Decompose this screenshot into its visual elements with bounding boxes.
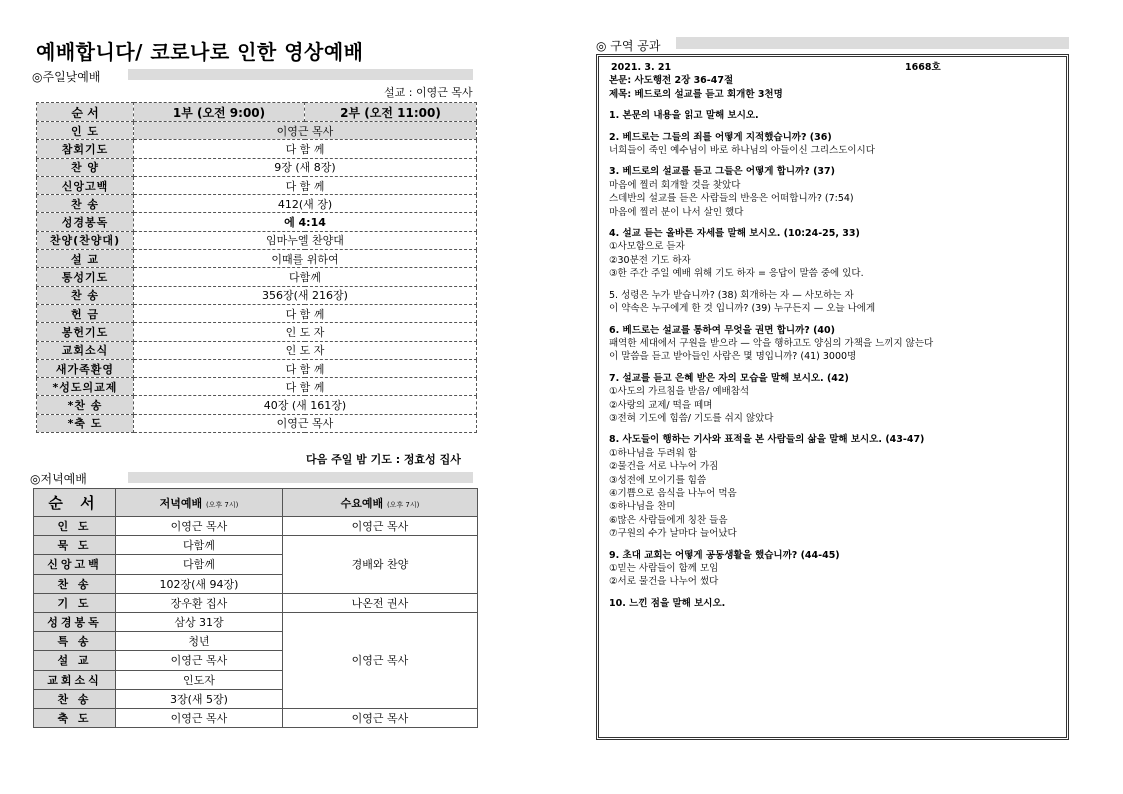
order-label: 설 교: [37, 250, 134, 268]
order-value: 다 함 께: [134, 176, 477, 194]
order-label: 설 교: [34, 651, 116, 670]
lesson-question: 7. 설교를 듣고 은혜 받은 자의 모습을 말해 보시오. (42): [609, 372, 849, 384]
evening-value: 인도자: [116, 670, 283, 689]
order-label: 찬양(찬양대): [37, 231, 134, 249]
page-title: 예배합니다/ 코로나로 인한 영상예배: [36, 40, 364, 64]
lesson-answer: 마음에 찔러 분이 나서 살인 했다: [609, 206, 744, 218]
lesson-date: 2021. 3. 21: [611, 62, 672, 73]
header-evening-label: 저녁예배: [159, 496, 203, 510]
lesson-answer: 패역한 세대에서 구원을 받으라 — 악을 행하고도 양심의 가책을 느끼지 않는다: [609, 337, 934, 349]
spacer: [609, 589, 1056, 597]
header-order: 순 서: [37, 103, 134, 122]
table-row: [37, 250, 477, 268]
lesson-content: [609, 109, 1056, 610]
table-row: [34, 708, 478, 727]
header-evening: [116, 489, 283, 517]
table-row: [37, 122, 477, 140]
table-row: [34, 536, 478, 555]
lesson-answer: ⑥많은 사람들에게 칭찬 들음: [609, 514, 728, 526]
order-label: 성경봉독: [34, 612, 116, 631]
table-row: [34, 612, 478, 631]
order-label: 찬 송: [37, 195, 134, 213]
header-evening-time: (오후 7시): [205, 500, 239, 509]
evening-value: 이영근 목사: [116, 708, 283, 727]
lesson-answer: ①하나님을 두려워 함: [609, 447, 697, 459]
lesson-answer: 이 말씀을 듣고 받아들인 사람은 몇 명입니까? (41) 3000명: [609, 351, 857, 363]
order-value: 이영근 목사: [134, 414, 477, 432]
wed-worship: 경배와 찬양: [283, 536, 478, 594]
spacer: [609, 364, 1056, 372]
header-wednesday-label: 수요예배: [340, 496, 384, 510]
order-label: 신앙고백: [34, 555, 116, 574]
lesson-answer: ②사랑의 교제/ 떡을 떼며: [609, 399, 713, 411]
order-label: 참회기도: [37, 140, 134, 158]
spacer: [609, 541, 1056, 549]
order-label: 교회소식: [34, 670, 116, 689]
heading-shade-bar: [128, 69, 473, 80]
lesson-date-line: [609, 61, 1056, 74]
order-label: *성도의교제: [37, 378, 134, 396]
lesson-question: 1. 본문의 내용을 읽고 말해 보시오.: [609, 110, 759, 122]
table-row: [37, 231, 477, 249]
evening-value: 다함께: [116, 536, 283, 555]
order-value: 다 함 께: [134, 304, 477, 322]
lesson-question: 8. 사도들이 행하는 기사와 표적을 본 사람들의 삶을 말해 보시오. (43-47): [609, 434, 925, 446]
lesson-question: 2. 베드로는 그들의 죄를 어떻게 지적했습니까? (36): [609, 131, 832, 143]
lesson-answer: ③전혀 기도에 힘씀/ 기도를 쉬지 않았다: [609, 412, 774, 424]
table-row: [34, 517, 478, 536]
heading-shade-bar: [128, 472, 473, 483]
table-row: [37, 323, 477, 341]
order-value: 이영근 목사: [134, 122, 477, 140]
lesson-question: 3. 베드로의 설교를 듣고 그들은 어떻게 합니까? (37): [609, 166, 835, 178]
evening-value: 다함께: [116, 555, 283, 574]
lesson-answer: 스데반의 설교를 듣은 사람들의 반응은 어떠합니까? (7:54): [609, 193, 854, 205]
table-row: [37, 213, 477, 231]
table-row: [37, 158, 477, 176]
order-label: 찬 양: [37, 158, 134, 176]
table-row: [37, 268, 477, 286]
lesson-question: 10. 느낀 점을 말해 보시오.: [609, 597, 726, 609]
spacer: [609, 425, 1056, 433]
header-order: 순 서: [34, 489, 116, 517]
lesson-answer: ①믿는 사람들이 함께 모임: [609, 563, 719, 574]
wed-prayer: 나온전 권사: [283, 593, 478, 612]
lesson-answer: ①사모함으로 듣자: [609, 241, 685, 253]
header-first-service: 1부 (오전 9:00): [134, 103, 305, 122]
sunday-order-table: [36, 102, 477, 433]
table-header-row: [34, 489, 478, 517]
table-row: [37, 195, 477, 213]
evening-order-table: [33, 488, 478, 728]
table-row: [37, 176, 477, 194]
order-label: 인 도: [37, 122, 134, 140]
order-value: 356장(새 216장): [134, 286, 477, 304]
lesson-answer: ③한 주간 주일 예배 위해 기도 하자 = 응답이 말씀 중에 있다.: [609, 268, 864, 280]
lesson-answer: 이 약속은 누구에게 한 것 입니까? (39) 누구든지 — 오늘 나에게: [609, 303, 876, 315]
order-label: 기 도: [34, 593, 116, 612]
order-label: 인 도: [34, 517, 116, 536]
wed-leader: 이영근 목사: [283, 517, 478, 536]
lesson-answer: 5. 성령은 누가 받습니까? (38) 회개하는 자 — 사모하는 자: [609, 289, 854, 301]
spacer: [609, 101, 1056, 109]
order-label: 찬 송: [37, 286, 134, 304]
table-row: [37, 286, 477, 304]
evening-service-heading: ◎저녁예배: [30, 472, 87, 486]
order-value: 9장 (새 8장): [134, 158, 477, 176]
order-label: 찬 송: [34, 574, 116, 593]
table-row: [37, 304, 477, 322]
table-row: [37, 359, 477, 377]
sunday-service-heading: ◎주일낮예배: [32, 70, 101, 84]
spacer: [609, 157, 1056, 165]
issue-number: 1668호: [905, 62, 941, 73]
evening-value: 장우환 집사: [116, 593, 283, 612]
lesson-question: 4. 설교 듣는 올바른 자세를 말해 보시오. (10:24-25, 33): [609, 228, 860, 240]
evening-value: 102장(새 94장): [116, 574, 283, 593]
scripture-reference: 본문: 사도행전 2장 36-47절: [609, 75, 734, 87]
order-label: 통성기도: [37, 268, 134, 286]
order-value: 다 함 께: [134, 378, 477, 396]
header-second-service: 2부 (오전 11:00): [305, 103, 477, 122]
spacer: [609, 123, 1056, 131]
order-label: *찬 송: [37, 396, 134, 414]
lesson-subject: 제목: 베드로의 설교를 듣고 회개한 3천명: [609, 88, 783, 100]
evening-value: 3장(새 5장): [116, 689, 283, 708]
lesson-answer: ②서로 물건을 나누어 썼다: [609, 576, 719, 588]
order-label: 봉헌기도: [37, 323, 134, 341]
order-label: 헌 금: [37, 304, 134, 322]
evening-value: 이영근 목사: [116, 517, 283, 536]
order-label: 성경봉독: [37, 213, 134, 231]
heading-shade-bar: [676, 37, 1069, 49]
table-row: [34, 593, 478, 612]
order-label: *축 도: [37, 414, 134, 432]
lesson-answer: 너희들이 죽인 예수님이 바로 하나님의 아들이신 그리스도이시다: [609, 145, 875, 157]
lesson-box: [596, 54, 1069, 740]
sermon-by: 설교 : 이영근 목사: [384, 86, 473, 99]
order-value: 다 함 께: [134, 359, 477, 377]
table-row: [37, 140, 477, 158]
order-label: 교회소식: [37, 341, 134, 359]
order-value: 40장 (새 161장): [134, 396, 477, 414]
spacer: [609, 316, 1056, 324]
evening-value: 청년: [116, 632, 283, 651]
table-row: [37, 341, 477, 359]
spacer: [609, 281, 1056, 289]
lesson-answer: ②물건을 서로 나누어 가짐: [609, 461, 719, 473]
lesson-answer: ①사도의 가르침을 받음/ 예배참석: [609, 386, 750, 398]
table-row: [37, 378, 477, 396]
lesson-answer: 마음에 찔러 회개할 것을 찾았다: [609, 179, 741, 191]
order-value: 412(새 장): [134, 195, 477, 213]
order-value: 다 함 께: [134, 140, 477, 158]
evening-value: 이영근 목사: [116, 651, 283, 670]
lesson-answer: ③성전에 모이기를 힘씀: [609, 474, 707, 486]
lesson-answer: ④기쁨으로 음식을 나누어 먹음: [609, 487, 737, 499]
spacer: [609, 219, 1056, 227]
order-value: 이때를 위하여: [134, 250, 477, 268]
order-value: 임마누엘 찬양대: [134, 231, 477, 249]
order-value: 인 도 자: [134, 341, 477, 359]
wed-benediction: 이영근 목사: [283, 708, 478, 727]
table-row: [37, 414, 477, 432]
order-label: 찬 송: [34, 689, 116, 708]
lesson-question: 9. 초대 교회는 어떻게 공동생활을 했습니까? (44-45): [609, 549, 840, 561]
order-label: 묵 도: [34, 536, 116, 555]
order-value: 인 도 자: [134, 323, 477, 341]
lesson-question: 6. 베드로는 설교를 통하여 무엇을 권면 합니까? (40): [609, 324, 835, 336]
lesson-answer: ⑦구원의 수가 날마다 늘어났다: [609, 528, 737, 540]
lesson-answer: ②30분전 기도 하자: [609, 254, 691, 266]
lesson-answer: ⑤하나님을 찬미: [609, 501, 676, 513]
order-label: 특 송: [34, 632, 116, 651]
table-row: [37, 396, 477, 414]
evening-value: 삼상 31장: [116, 612, 283, 631]
wed-preacher: 이영근 목사: [283, 612, 478, 708]
order-label: 축 도: [34, 708, 116, 727]
next-prayer-note: 다음 주일 밤 기도 : 정효성 집사: [306, 453, 461, 466]
cell-lesson-heading: ◎ 구역 공과: [596, 39, 661, 53]
order-value: 다함께: [134, 268, 477, 286]
order-value: 에 4:14: [134, 213, 477, 231]
order-label: 신앙고백: [37, 176, 134, 194]
order-label: 새가족환영: [37, 359, 134, 377]
header-wednesday: [283, 489, 478, 517]
table-header-row: [37, 103, 477, 122]
header-wednesday-time: (오후 7시): [386, 500, 420, 509]
